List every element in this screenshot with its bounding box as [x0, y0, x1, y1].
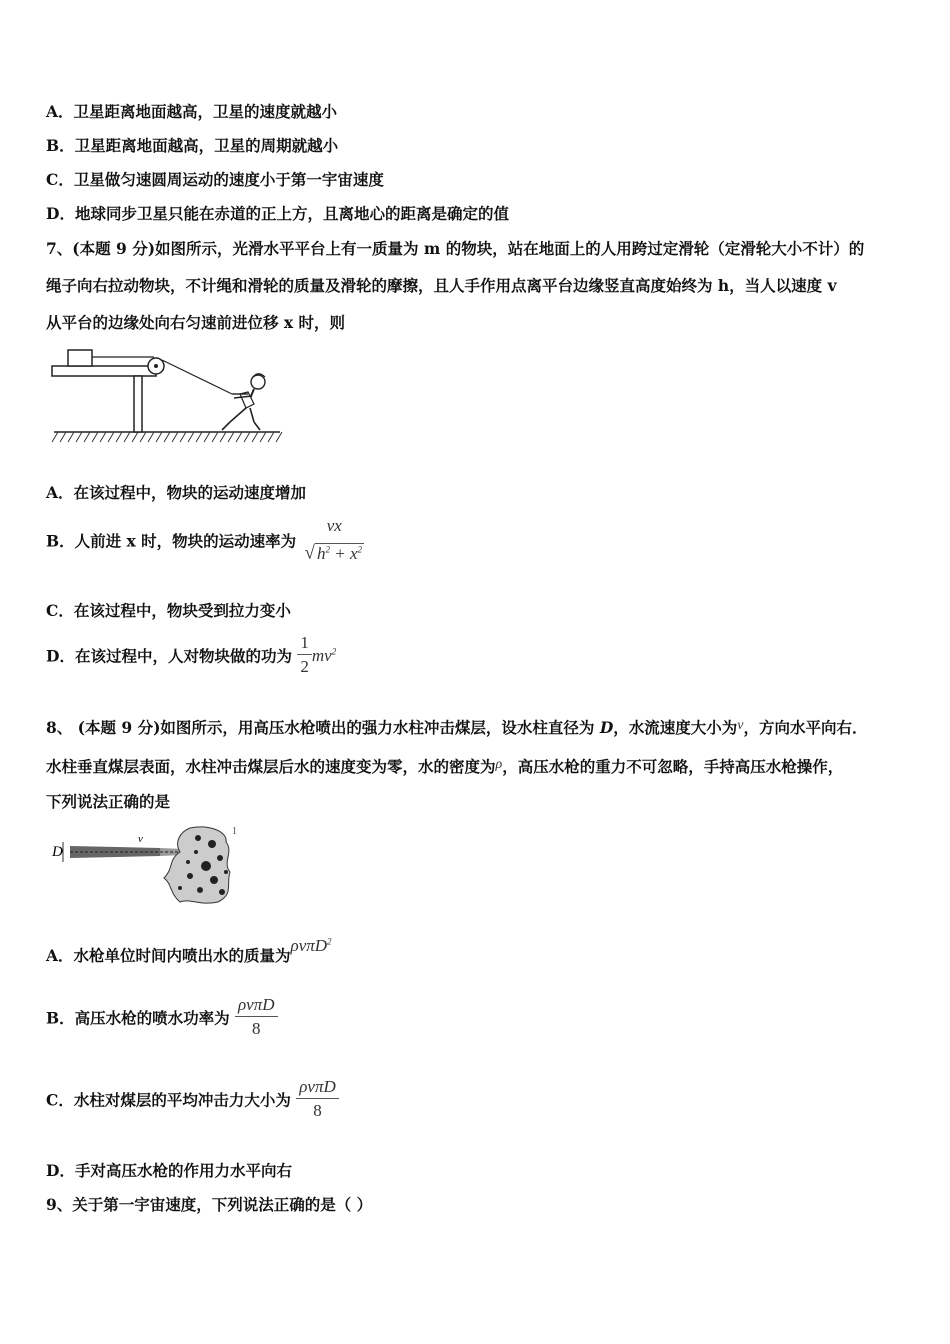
- q7-option-d-text: D．在该过程中，人对物块做的功为: [46, 646, 292, 666]
- q7-option-b-h: h: [316, 543, 326, 563]
- q6-option-b: B．卫星距离地面越高，卫星的周期就越小: [46, 136, 339, 155]
- q8-option-b-numerator: ρvπD: [238, 995, 275, 1014]
- q6-option-c: C．卫星做匀速圆周运动的速度小于第一宇宙速度: [46, 170, 384, 189]
- q7-option-d-fraction: [297, 632, 312, 679]
- q8-option-b-fraction: [235, 994, 278, 1041]
- q7-option-a: A．在该过程中，物块的运动速度增加: [46, 483, 307, 502]
- q8-option-a-expr: ρvπD: [290, 936, 328, 955]
- q7-pulley-figure: [48, 342, 288, 446]
- q7-option-b-fraction: vx √ $h^2 + x^2$: [302, 515, 367, 566]
- q8-water-jet-figure: [50, 822, 240, 906]
- svg-text:1: 1: [232, 826, 237, 837]
- q7-option-d: D．在该过程中，人对物块做的功为 $\frac{1}{2}$ $mv^2$: [46, 632, 336, 682]
- q6-option-a: A．卫星距离地面越高，卫星的速度就越小: [46, 102, 338, 121]
- q7-stem-line1: 7、(本题 9 分)如图所示，光滑水平平台上有一质量为 m 的物块，站在地面上的人用跨过定滑轮（定滑轮大小不计）的: [46, 239, 865, 258]
- q8-stem-line2b: ，高压水枪的重力不可忽略，手持高压水枪操作，: [502, 757, 844, 776]
- q8-stem-v: v: [737, 718, 744, 733]
- q8-option-d: D．手对高压水枪的作用力水平向右: [46, 1161, 292, 1180]
- q8-option-b-text: B．高压水枪的喷水功率为: [46, 1008, 230, 1028]
- q7-option-c: C．在该过程中，物块受到拉力变小: [46, 601, 291, 620]
- q7-option-b: [46, 515, 367, 571]
- q8-stem-rho: ρ: [495, 757, 503, 772]
- q8-stem-D: D: [599, 718, 614, 737]
- q8-option-a-text: A．水枪单位时间内喷出水的质量为: [46, 946, 291, 965]
- q8-stem-line1: [46, 716, 868, 738]
- q8-stem-line3: 下列说法正确的是: [46, 792, 171, 811]
- q8-option-c-text: C．水柱对煤层的平均冲击力大小为: [46, 1090, 291, 1110]
- q7-option-b-text: B．人前进 x 时，物块的运动速率为: [46, 531, 297, 551]
- q8-stem-line2: [46, 755, 843, 777]
- q9-stem: 9、关于第一宇宙速度，下列说法正确的是（ ）: [46, 1195, 373, 1214]
- q8-option-c: [46, 1076, 339, 1132]
- q6-option-d: D．地球同步卫星只能在赤道的正上方，且离地心的距离是确定的值: [46, 204, 509, 223]
- q8-option-c-numerator: ρvπD: [299, 1077, 336, 1096]
- q8-option-a: A．水枪单位时间内喷出水的质量为ρvπD$^2$: [46, 936, 332, 965]
- q8-stem-line1a: 8、 (本题 9 分)如图所示，用高压水枪喷出的强力水柱冲击煤层，设水柱直径为: [46, 718, 600, 737]
- q8-option-b-denominator: 8: [235, 1016, 278, 1041]
- q7-option-d-denominator: 2: [297, 654, 312, 679]
- q7-option-d-expr: mv: [311, 645, 332, 665]
- q8-stem-line1b: ，水流速度大小为: [613, 718, 738, 737]
- q8-stem-line2a: 水柱垂直煤层表面，水柱冲击煤层后水的速度变为零，水的密度为: [46, 757, 496, 776]
- q7-stem-line2: 绳子向右拉动物块，不计绳和滑轮的质量及滑轮的摩擦，且人手作用点离平台边缘竖直高度始终为 h，当人以速度 v: [46, 276, 837, 295]
- q8-option-b: [46, 994, 278, 1050]
- q8-figure-v-label: v: [138, 833, 143, 845]
- q7-option-b-x: x: [349, 543, 358, 563]
- q8-figure-D-label: D: [52, 844, 63, 860]
- q8-option-c-fraction: [296, 1076, 339, 1123]
- q8-option-c-denominator: 8: [296, 1098, 339, 1123]
- q7-option-b-numerator: vx: [326, 516, 342, 535]
- q7-option-d-numerator: 1: [300, 633, 309, 652]
- q8-stem-line1c: ，方向水平向右．: [743, 718, 868, 737]
- q7-stem-line3: 从平台的边缘处向右匀速前进位移 x 时，则: [46, 313, 346, 332]
